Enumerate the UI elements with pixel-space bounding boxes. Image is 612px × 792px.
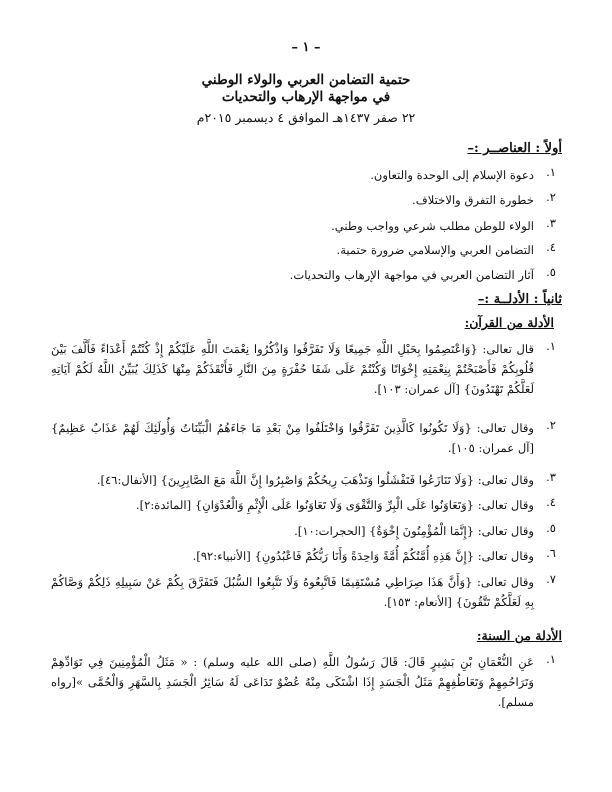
list-item [51, 470, 556, 490]
section-heading-evidence: ثانياً : الأدلــة :– [477, 292, 562, 307]
list-item [51, 495, 556, 515]
list-item-text: وقال تعالى: {إِنَّمَا الْمُؤْمِنُونَ إِخْوَةٌ} [الحجرات:١٠]. [294, 524, 534, 538]
list-item-text: دعوة الإسلام إلى الوحدة والتعاون. [370, 168, 534, 182]
list-item-text: التضامن العربي والإسلامي ضرورة حتمية. [336, 243, 534, 257]
list-item [51, 216, 556, 236]
list-item [51, 190, 556, 210]
list-item-number: ١. [546, 165, 556, 179]
document-date: ٢٢ صفر ١٤٣٧هـ الموافق ٤ ديسمبر ٢٠١٥م [196, 110, 416, 125]
list-item-number: ٣. [546, 470, 556, 484]
list-item-number: ٢. [546, 418, 556, 432]
list-item-number: ١. [546, 652, 556, 666]
page-number: – ١ – [291, 40, 321, 55]
list-item [51, 339, 556, 399]
list-item-text: آثار التضامن العربي في مواجهة الإرهاب والتحديات. [289, 268, 534, 282]
list-item-text: وقال تعالى: {وَلَا تَنَازَعُوا فَتَفْشَلُوا وَتَذْهَبَ رِيحُكُمْ وَاصْبِرُوا إِنَّ اللَّهَ مَعَ الصَّابِرِينَ} [الأنفال:٤٦]. [96, 473, 534, 487]
section-heading-elements: أولاً : العناصــر :– [467, 141, 562, 156]
list-item-number: ٢. [546, 190, 556, 204]
sunnah-evidence-heading: الأدلة من السنة: [476, 628, 562, 643]
list-item-number: ٤. [546, 240, 556, 254]
list-item [51, 652, 556, 712]
list-item-text: الولاء للوطن مطلب شرعي وواجب وطني. [331, 219, 534, 233]
list-item [51, 418, 556, 458]
list-item [51, 546, 556, 566]
document-title-line-1: حتمية التضامن العربي والولاء الوطني [201, 72, 411, 88]
list-item-number: ٥. [546, 521, 556, 535]
list-item-text: وقال تعالى: {وَلَا تَكُونُوا كَالَّذِينَ تَفَرَّقُوا وَاخْتَلَفُوا مِنْ بَعْدِ مَا جَاءَهُمُ الْبَيِّنَاتُ وَأُولَئِكَ لَهُمْ عَذَابٌ عَظِيمٌ} [آل عمران: ١٠٥]. [51, 421, 534, 455]
list-item-text: وقال تعالى: {وَتَعَاوَنُوا عَلَى الْبِرِّ وَالتَّقْوَى وَلَا تَعَاوَنُوا عَلَى الْإِثْمِ وَالْعُدْوَانِ} [المائدة:٢]. [135, 498, 534, 512]
list-item-text: وقال تعالى: {وَأَنَّ هَذَا صِرَاطِي مُسْتَقِيمًا فَاتَّبِعُوهُ وَلَا تَتَّبِعُوا السُّبُلَ فَتَفَرَّقَ بِكُمْ عَنْ سَبِيلِهِ ذَلِكُمْ وَصَّاكُمْ بِهِ لَعَلَّكُمْ تَتَّقُونَ} [الأنعام: ١٥٣]. [51, 575, 534, 609]
list-item-text: عَنِ النُّعْمَانِ بْنِ بَشِيرٍ قَالَ: قَالَ رَسُولُ اللَّهِ (صلى الله عليه وسلم) : « مَثَلُ الْمُؤْمِنِينَ فِي تَوَادِّهِمْ وَتَرَاحُمِهِمْ وَتَعَاطُفِهِمْ مَثَلُ الْجَسَدِ إِذَا اشْتَكَى مِنْهُ عُضْوٌ تَدَاعَى لَهُ سَائِرُ الْجَسَدِ بِالسَّهَرِ وَالْحُمَّى »[رواه مسلم]. [51, 655, 534, 709]
list-item-number: ٥. [546, 265, 556, 279]
list-item-number: ١. [546, 339, 556, 353]
list-item-text: خطورة التفرق والاختلاف. [412, 193, 534, 207]
list-item-number: ٦. [546, 546, 556, 560]
list-item [51, 572, 556, 612]
list-item-text: قال تعالى: {وَاعْتَصِمُوا بِحَبْلِ اللَّهِ جَمِيعًا وَلَا تَفَرَّقُوا وَاذْكُرُوا نِعْمَتَ اللَّهِ عَلَيْكُمْ إِذْ كُنْتُمْ أَعْدَاءً فَأَلَّفَ بَيْنَ قُلُوبِكُمْ فَأَصْبَحْتُمْ بِنِعْمَتِهِ إِخْوَانًا وَكُنْتُمْ عَلَى شَفَا حُفْرَةٍ مِنَ النَّارِ فَأَنْقَذَكُمْ مِنْهَا كَذَلِكَ يُبَيِّنُ اللَّهُ لَكُمْ آيَاتِهِ لَعَلَّكُمْ تَهْتَدُونَ} [آل عمران: ١٠٣]. [51, 342, 534, 396]
quran-evidence-heading: الأدلة من القرآن: [464, 315, 554, 330]
document-title-line-2: في مواجهة الإرهاب والتحديات [221, 89, 391, 105]
list-item [51, 521, 556, 541]
list-item [51, 165, 556, 185]
document-header [0, 72, 612, 125]
list-item [51, 240, 556, 260]
list-item-number: ٧. [546, 572, 556, 586]
list-item-number: ٣. [546, 216, 556, 230]
list-item-text: وقال تعالى: {إِنَّ هَذِهِ أُمَّتُكُمْ أُمَّةً وَاحِدَةً وَأَنَا رَبُّكُمْ فَاعْبُدُونِ} [الأنبياء:٩٢]. [192, 549, 534, 563]
list-item [51, 265, 556, 285]
list-item-number: ٤. [546, 495, 556, 509]
